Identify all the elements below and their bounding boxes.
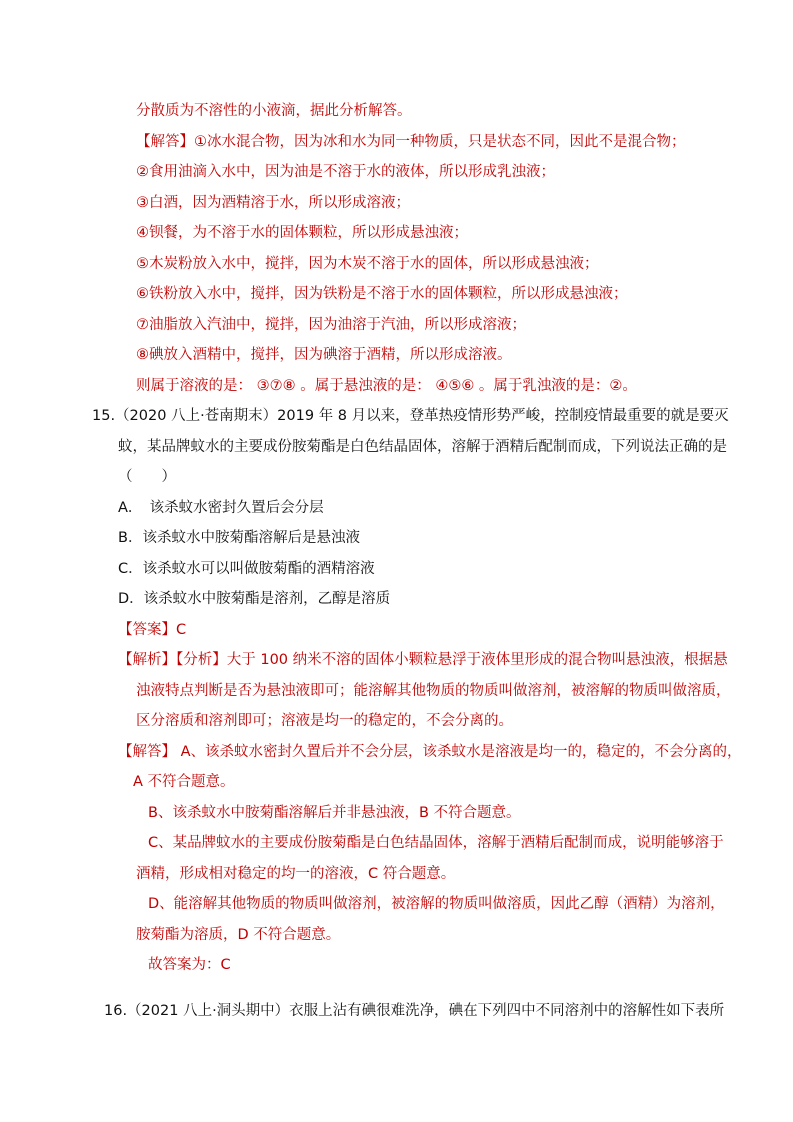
- question-15-line-3: （ ）: [118, 469, 176, 485]
- question-15-option-c: C．该杀蚊水可以叫做胺菊酯的酒精溶液: [118, 561, 375, 577]
- answer-line: 【答案】C: [118, 622, 187, 638]
- question-15-option-a: A． 该杀蚊水密封久置后会分层: [118, 500, 324, 516]
- solution-line-6: D、能溶解其他物质的物质叫做溶剂，被溶解的物质叫做溶质，因此乙醇（酒精）为溶剂，: [148, 896, 725, 912]
- solution-item-8: ⑧碘放入酒精中，搅拌，因为碘溶于酒精，所以形成溶液。: [136, 347, 512, 363]
- question-15-line-2: 蚊，某品牌蚊水的主要成份胺菊酯是白色结晶固体，溶解于酒精后配制而成，下列说法正确的是: [118, 439, 727, 455]
- solution-item-7: ⑦油脂放入汽油中，搅拌，因为油溶于汽油，所以形成溶液；: [136, 317, 526, 333]
- solution-item-4: ④钡餐，为不溶于水的固体颗粒，所以形成悬浊液；: [136, 225, 468, 241]
- question-16-line-1: 16.（2021 八上·洞头期中）衣服上沾有碘很难洗净，碘在下列四中不同溶剂中的溶解性如下表所: [104, 1003, 725, 1019]
- question-15-line-1: 15.（2020 八上·苍南期末）2019 年 8 月以来，登革热疫情形势严峻，控制疫情最重要的就是要灭: [92, 408, 729, 424]
- solution-line-4: C、某品牌蚊水的主要成份胺菊酯是白色结晶固体，溶解于酒精后配制而成，说明能够溶于: [148, 835, 724, 851]
- final-answer: 故答案为：C: [148, 957, 231, 973]
- analysis-line-3: 区分溶质和溶剂即可；溶液是均一的稳定的，不会分离的。: [136, 713, 513, 729]
- analysis-line-1: 【解析】【分析】大于 100 纳米不溶的固体小颗粒悬浮于液体里形成的混合物叫悬浊液，根据悬: [118, 652, 728, 668]
- solution-line-7: 胺菊酯为溶质，D 不符合题意。: [136, 927, 341, 943]
- solution-summary: 则属于溶液的是： ③⑦⑧ 。属于悬浊液的是： ④⑤⑥ 。属于乳浊液的是：②。: [136, 378, 637, 394]
- question-15-option-b: B．该杀蚊水中胺菊酯溶解后是悬浊液: [118, 530, 360, 546]
- solution-line-2: A 不符合题意。: [133, 774, 235, 790]
- solution-line-1: 【解答】 A、该杀蚊水密封久置后并不会分层，该杀蚊水是溶液是均一的，稳定的，不会分离的，: [118, 744, 742, 760]
- solution-item-5: ⑤木炭粉放入水中，搅拌，因为木炭不溶于水的固体，所以形成悬浊液；: [136, 256, 599, 272]
- analysis-continuation: 分散质为不溶性的小液滴，据此分析解答。: [136, 103, 412, 119]
- solution-line-3: B、该杀蚊水中胺菊酯溶解后并非悬浊液，B 不符合题意。: [148, 805, 521, 821]
- solution-item-6: ⑥铁粉放入水中，搅拌，因为铁粉是不溶于水的固体颗粒，所以形成悬浊液；: [136, 286, 628, 302]
- solution-item-1: 【解答】①冰水混合物，因为冰和水为同一种物质，只是状态不同，因此不是混合物；: [136, 134, 686, 150]
- solution-line-5: 酒精，形成相对稳定的均一的溶液，C 符合题意。: [136, 866, 456, 882]
- solution-item-3: ③白酒，因为酒精溶于水，所以形成溶液；: [136, 195, 410, 211]
- solution-item-2: ②食用油滴入水中，因为油是不溶于水的液体，所以形成乳浊液；: [136, 164, 555, 180]
- question-15-option-d: D．该杀蚊水中胺菊酯是溶剂，乙醇是溶质: [118, 591, 391, 607]
- analysis-line-2: 浊液特点判断是否为悬浊液即可；能溶解其他物质的物质叫做溶剂，被溶解的物质叫做溶质，: [136, 683, 731, 699]
